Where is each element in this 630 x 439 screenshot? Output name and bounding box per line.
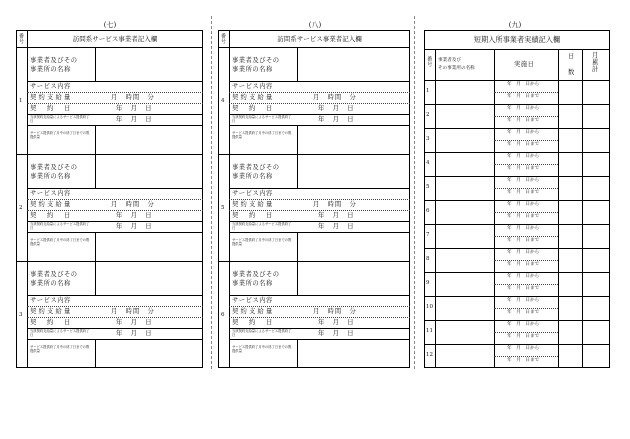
short-stay-row-number: 1 <box>426 88 430 94</box>
short-stay-from-date: 年 月 日から <box>507 250 540 255</box>
short-stay-row-divider <box>424 248 610 249</box>
provider-label: 事業所の名称 <box>30 173 71 180</box>
provider-label: 事業所の名称 <box>232 280 273 287</box>
section-divider <box>218 261 410 262</box>
short-stay-row-divider <box>424 176 610 177</box>
provider-bottom-line <box>27 188 203 189</box>
provider-label: 事業所の名称 <box>232 173 273 180</box>
contract-date-label: 契 約 日 <box>30 212 73 219</box>
section-divider <box>218 154 410 155</box>
label-column-divider <box>95 339 96 368</box>
service-line <box>27 199 203 200</box>
contract-line <box>27 210 203 211</box>
panel-separator-left <box>211 16 212 369</box>
short-stay-to-date: 年 月 日まで <box>507 334 540 339</box>
end-date-note: 当該契約支給量によるサービス提供終了日 <box>30 222 90 230</box>
short-stay-to-date: 年 月 日まで <box>507 286 540 291</box>
provider-bottom-line <box>27 295 203 296</box>
service-line <box>27 92 203 93</box>
panel-7-header: 訪問系サービス事業者記入欄 <box>72 35 158 43</box>
service-label: サービス内容 <box>30 83 71 90</box>
short-stay-row-number: 2 <box>426 112 430 118</box>
header-divider <box>16 47 203 48</box>
contract-hours-value: 月 時間 分 <box>111 94 155 101</box>
short-stay-row-divider <box>424 224 610 225</box>
end-date-note: 当該契約支給量によるサービス提供終了日 <box>30 115 90 123</box>
short-stay-row-mid <box>494 356 558 357</box>
service-label: サービス内容 <box>232 190 273 197</box>
contract-date-label: 契 約 日 <box>232 105 275 112</box>
contract-hours-value: 月 時間 分 <box>313 201 357 208</box>
end-date-value: 年 月 日 <box>116 116 153 123</box>
short-stay-row-divider <box>424 296 610 297</box>
short-stay-from-date: 年 月 日から <box>507 130 540 135</box>
end-date-value: 年 月 日 <box>318 330 355 337</box>
section-number: 4 <box>221 98 225 104</box>
short-stay-period-label: 実施日 <box>514 61 535 68</box>
end-date-value: 年 月 日 <box>116 330 153 337</box>
contract-hours-value: 月 時間 分 <box>313 308 357 315</box>
label-column-divider <box>297 232 298 261</box>
short-stay-to-date: 年 月 日まで <box>507 166 540 171</box>
short-stay-row-divider <box>424 128 610 129</box>
label-column-divider <box>95 125 96 154</box>
end-date-note: 当該契約支給量によるサービス提供終了日 <box>30 329 90 337</box>
provider-name-divider <box>95 47 96 81</box>
panel-9-number: (九) <box>508 21 522 29</box>
short-stay-to-date: 年 月 日まで <box>507 310 540 315</box>
short-stay-row-number: 5 <box>426 184 430 190</box>
provider-bottom-line <box>27 81 203 82</box>
short-stay-row-number: 6 <box>426 208 430 214</box>
short-stay-row-mid <box>494 260 558 261</box>
provider-name-divider <box>95 154 96 188</box>
short-stay-row-mid <box>494 236 558 237</box>
short-stay-row-number: 11 <box>426 328 433 334</box>
short-stay-from-date: 年 月 日から <box>507 178 540 183</box>
end-date-line <box>27 232 203 233</box>
short-stay-row-divider <box>424 104 610 105</box>
short-stay-to-date: 年 月 日まで <box>507 190 540 195</box>
contract-line <box>229 317 410 318</box>
panel-8-number: (八) <box>308 21 322 29</box>
end-date-note: 当該契約支給量によるサービス提供終了日 <box>232 222 292 230</box>
short-stay-row-mid <box>494 188 558 189</box>
label-column-divider <box>95 232 96 261</box>
panel-7-number-column-label: 番号 <box>18 33 24 44</box>
end-date-note: 当該契約支給量によるサービス提供終了日 <box>232 115 292 123</box>
short-stay-from-date: 年 月 日から <box>507 322 540 327</box>
end-date-line <box>229 339 410 340</box>
end-date-line <box>229 232 410 233</box>
provided-amount-note: サービス提供終了月中の終了日までの既提供量 <box>232 345 292 353</box>
short-stay-row-mid <box>494 116 558 117</box>
short-stay-total-label: 月 <box>592 52 599 59</box>
contract-date-label: 契 約 日 <box>232 212 275 219</box>
provided-amount-note: サービス提供終了月中の終了日までの既提供量 <box>232 238 292 246</box>
contract-date-value: 年 月 日 <box>116 319 153 326</box>
provided-amount-note: サービス提供終了月中の終了日までの既提供量 <box>232 131 292 139</box>
end-date-line <box>27 339 203 340</box>
short-stay-total-label: 累 <box>592 59 599 66</box>
provider-name-divider <box>95 261 96 295</box>
provider-name-divider <box>297 154 298 188</box>
short-stay-row-divider <box>424 320 610 321</box>
provider-bottom-line <box>229 188 410 189</box>
short-stay-to-date: 年 月 日まで <box>507 358 540 363</box>
service-label: サービス内容 <box>232 83 273 90</box>
contract-line <box>229 210 410 211</box>
short-stay-from-date: 年 月 日から <box>507 298 540 303</box>
provider-label: 事業者及びその <box>30 57 78 64</box>
label-column-divider <box>297 125 298 154</box>
short-stay-total-label: 計 <box>592 66 599 73</box>
end-date-value: 年 月 日 <box>318 223 355 230</box>
section-number: 5 <box>221 205 225 211</box>
short-stay-row-number: 9 <box>426 280 430 286</box>
section-number: 3 <box>19 312 23 318</box>
header-divider <box>218 47 410 48</box>
short-stay-to-date: 年 月 日まで <box>507 94 540 99</box>
short-stay-row-divider <box>424 152 610 153</box>
service-label: サービス内容 <box>232 297 273 304</box>
contract-amount-label: 契約支給量 <box>30 308 73 315</box>
short-stay-row-mid <box>494 164 558 165</box>
provider-label: 事業者及びその <box>232 164 280 171</box>
short-stay-days-label: 数 <box>568 69 575 76</box>
contract-hours-value: 月 時間 分 <box>111 201 155 208</box>
panel-separator-right <box>414 16 415 369</box>
service-line <box>229 306 410 307</box>
service-line <box>229 199 410 200</box>
short-stay-provider-label: 事業者及び <box>438 58 461 63</box>
contract-date-value: 年 月 日 <box>318 105 355 112</box>
contract-date-label: 契 約 日 <box>30 319 73 326</box>
short-stay-row-number: 7 <box>426 232 430 238</box>
contract-date-label: 契 約 日 <box>232 319 275 326</box>
service-line <box>27 306 203 307</box>
provider-label: 事業所の名称 <box>30 66 71 73</box>
short-stay-row-divider <box>424 272 610 273</box>
section-number: 1 <box>19 98 23 104</box>
contract-line <box>27 103 203 104</box>
short-stay-row-mid <box>494 332 558 333</box>
provider-name-divider <box>297 47 298 81</box>
section-divider <box>16 261 203 262</box>
short-stay-from-date: 年 月 日から <box>507 82 540 87</box>
panel-9-header: 短期入所事業者実績記入欄 <box>473 34 561 44</box>
provider-label: 事業者及びその <box>30 164 78 171</box>
section-divider <box>16 154 203 155</box>
section-number: 2 <box>19 205 23 211</box>
short-stay-row-number: 4 <box>426 160 430 166</box>
short-stay-row-mid <box>494 140 558 141</box>
panel-8-header: 訪問系サービス事業者記入欄 <box>277 35 362 43</box>
contract-hours-value: 月 時間 分 <box>111 308 155 315</box>
short-stay-to-date: 年 月 日まで <box>507 262 540 267</box>
service-label: サービス内容 <box>30 297 71 304</box>
provided-amount-note: サービス提供終了月中の終了日までの既提供量 <box>30 238 90 246</box>
end-date-line <box>27 125 203 126</box>
contract-amount-label: 契約支給量 <box>232 308 275 315</box>
contract-date-label: 契 約 日 <box>30 105 73 112</box>
provider-bottom-line <box>229 81 410 82</box>
section-number: 6 <box>221 312 225 318</box>
provider-name-divider <box>297 261 298 295</box>
contract-line <box>27 317 203 318</box>
short-stay-row-number: 8 <box>426 256 430 262</box>
contract-amount-label: 契約支給量 <box>30 201 73 208</box>
contract-date-value: 年 月 日 <box>318 212 355 219</box>
provider-label: 事業者及びその <box>232 57 280 64</box>
contract-amount-label: 契約支給量 <box>232 94 275 101</box>
service-label: サービス内容 <box>30 190 71 197</box>
short-stay-from-date: 年 月 日から <box>507 346 540 351</box>
provider-label: 事業者及びその <box>30 271 78 278</box>
short-stay-provider-label: その事業所の名称 <box>438 66 475 71</box>
provided-amount-note: サービス提供終了月中の終了日までの既提供量 <box>30 345 90 353</box>
short-stay-number-label: 番号 <box>426 56 433 67</box>
label-column-divider <box>297 339 298 368</box>
short-stay-row-divider <box>424 200 610 201</box>
provider-label: 事業所の名称 <box>232 66 273 73</box>
contract-date-value: 年 月 日 <box>116 212 153 219</box>
provided-amount-note: サービス提供終了月中の終了日までの既提供量 <box>30 131 90 139</box>
panel-7-number: (七) <box>103 21 117 29</box>
short-stay-days-label: 日 <box>568 53 575 60</box>
short-stay-row-divider <box>424 344 610 345</box>
short-stay-row-number: 12 <box>426 352 433 358</box>
short-stay-from-date: 年 月 日から <box>507 202 540 207</box>
short-stay-from-date: 年 月 日から <box>507 106 540 111</box>
service-line <box>229 92 410 93</box>
short-stay-row-number: 10 <box>426 304 433 310</box>
contract-date-value: 年 月 日 <box>116 105 153 112</box>
provider-label: 事業所の名称 <box>30 280 71 287</box>
short-stay-to-date: 年 月 日まで <box>507 214 540 219</box>
contract-date-value: 年 月 日 <box>318 319 355 326</box>
short-stay-row-mid <box>494 212 558 213</box>
end-date-value: 年 月 日 <box>318 116 355 123</box>
short-stay-from-date: 年 月 日から <box>507 226 540 231</box>
provider-bottom-line <box>229 295 410 296</box>
short-stay-to-date: 年 月 日まで <box>507 142 540 147</box>
contract-amount-label: 契約支給量 <box>30 94 73 101</box>
contract-line <box>229 103 410 104</box>
end-date-value: 年 月 日 <box>116 223 153 230</box>
short-stay-to-date: 年 月 日まで <box>507 238 540 243</box>
provider-label: 事業者及びその <box>232 271 280 278</box>
end-date-line <box>229 125 410 126</box>
short-stay-to-date: 年 月 日まで <box>507 118 540 123</box>
end-date-note: 当該契約支給量によるサービス提供終了日 <box>232 329 292 337</box>
short-stay-row-number: 3 <box>426 136 430 142</box>
short-stay-row-mid <box>494 308 558 309</box>
short-stay-from-date: 年 月 日から <box>507 154 540 159</box>
short-stay-row-mid <box>494 284 558 285</box>
short-stay-from-date: 年 月 日から <box>507 274 540 279</box>
panel-8-number-column-label: 番号 <box>220 33 226 44</box>
contract-amount-label: 契約支給量 <box>232 201 275 208</box>
short-stay-row-mid <box>494 92 558 93</box>
contract-hours-value: 月 時間 分 <box>313 94 357 101</box>
